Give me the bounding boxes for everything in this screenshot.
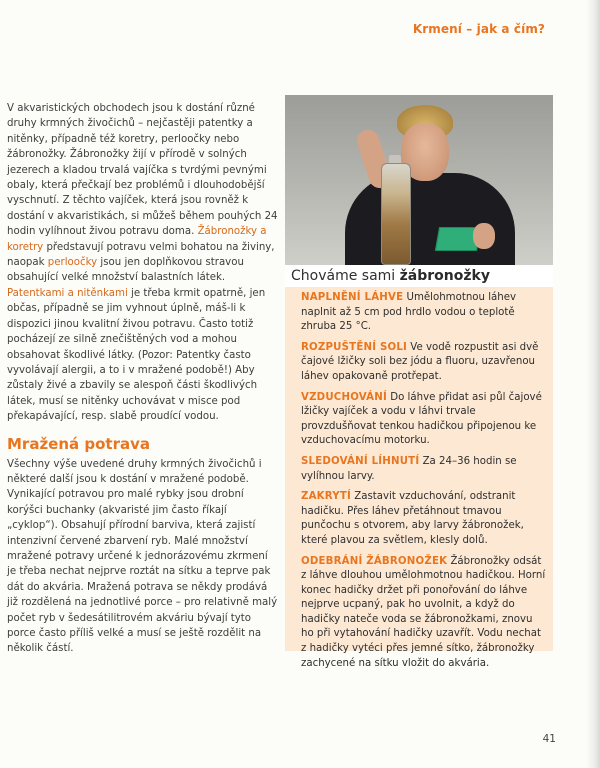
step-label: ROZPUŠTĚNÍ SOLI (301, 341, 408, 353)
photo-boy-with-bottle (285, 95, 553, 265)
step-text: Žábronožky odsát z láhve dlouhou umělohmotnou hadičkou. Horní konec hadičky držet při ponořování do láhve nejprve ucpaný, pak ho uvolnit, a když do hadičky nateče voda se žábronožkami, znovu ho při vytahování hadičky uzavřít. Vodu nechat z hadičky vytéci přes jemné sítko, žábronožky zachycené na sítku vložit do akvária. (301, 555, 546, 669)
running-head: Krmení – jak a čím? (412, 22, 545, 36)
step-text: Ve vodě rozpustit asi dvě čajové lžičky soli bez jódu a fluoru, uzavřenou láhev opakovaně protřepat. (301, 341, 539, 382)
step-label: NAPLNĚNÍ LÁHVE (301, 292, 404, 303)
photo-body-shape (345, 173, 515, 265)
step-text: Zastavit vzduchování, odstranit hadičku. Přes láhev přetáhnout tmavou punčochu s otvorem, aby larvy žábronožek, které plavou za světlem, klesly dolů. (301, 491, 524, 546)
intro-text-4: je třeba krmit opatrně, jen občas, případně se jim vyhnout úplně, máš-li k dispozici jinou kvalitní živou potravu. Často totiž pocházejí ze silně znečištěných vod a mohou obsahovat škodlivé látky. (Pozor: Patentky často vyvolávají alergii, a to i v mražené podobě!) Aby zůstaly živé a zbavily se alespoň části škodlivých látek, musí se nitěnky uchovávat v misce pod překapávající, resp. slabě proudící vodou. (7, 287, 266, 423)
step-label: ODEBRÁNÍ ŽÁBRONOŽEK (301, 555, 448, 567)
photo-hand-shape (473, 223, 495, 249)
step-item (301, 455, 547, 484)
sidebar-box (285, 265, 553, 669)
intro-text-2: představují potravu velmi bohatou na živiny, naopak (7, 241, 275, 269)
sidebar-title (285, 265, 553, 287)
step-text: Za 24–36 hodin se vylíhnou larvy. (301, 455, 517, 482)
intro-text-1: V akvaristických obchodech jsou k dostání různé druhy krmných živočichů – nejčastěji patentky a nitěnky, případně též koretry, perloočky nebo žábronožky. Žábronožky žijí v přírodě v solných jezerech a kladou trvalá vajíčka s tvrdými pevnými obaly, která přečkají bez problémů i dlouhodobější vyschnutí. Z těchto vajíček, která jsou rovněž k dostání v akvaristikách, si můžeš během pouhých 24 hodin vylíhnout živou potravu doma. (7, 103, 278, 238)
highlight-perloocky: perloočky (47, 257, 98, 269)
step-item (301, 291, 547, 335)
sidebar-title-light: Chováme sami (291, 268, 400, 284)
sidebar-title-bold: žábronožky (399, 268, 490, 284)
main-text-column (7, 101, 279, 657)
step-item (301, 490, 547, 548)
photo-bottle (381, 163, 411, 265)
section-heading-frozen-food: Mražená potrava (7, 434, 151, 453)
step-text: Umělohmotnou láhev naplnit až 5 cm pod hrdlo vodou o teplotě zhruba 25 °C. (301, 292, 517, 333)
page-number: 41 (542, 733, 556, 745)
highlight-patentky-nitenky: Patentkami a nitěnkami (7, 287, 128, 299)
step-item (301, 341, 547, 385)
step-item (301, 391, 547, 449)
step-label: SLEDOVÁNÍ LÍHNUTÍ (301, 455, 420, 467)
page-edge-shadow (586, 0, 600, 768)
intro-paragraph (7, 101, 279, 425)
step-label: VZDUCHOVÁNÍ (301, 391, 387, 403)
highlight-zabronozky-koretry: Žábronožky a koretry (7, 226, 267, 253)
step-label: ZAKRYTÍ (301, 491, 351, 503)
intro-text-3: jsou jen doplňkovou stravou obsahující velké množství balastních látek. (7, 257, 244, 284)
sidebar-steps (301, 291, 547, 677)
step-item (301, 555, 547, 672)
step-text: Do láhve přidat asi půl čajové lžičky vajíček a vodu v láhvi trvale provzdušňovat tenkou hadičkou připojenou ke vzduchovacímu motorku. (301, 391, 542, 447)
frozen-food-paragraph: Všechny výše uvedené druhy krmných živočichů i některé další jsou k dostání v mražené podobě. Vynikající potravou pro malé rybky jsou drobní korýšci buchanky (akvaristé jim často říkají „cyklop“). Obsahují přírodní barviva, která zajistí intenzivní červené zbarvení ryb. Malé množství mražené potravy určené k jednorázovému zkrmení je třeba nechat nejprve roztát na sítku a teprve pak dát do akvária. Mražená potrava se někdy prodává již rozdělená na jednotlivé porce – pro relativně malý počet ryb v šedesátilitrovém akváriu bývají tyto porce často příliš velké a musí se ještě rozdělit na několik částí. (7, 458, 278, 655)
